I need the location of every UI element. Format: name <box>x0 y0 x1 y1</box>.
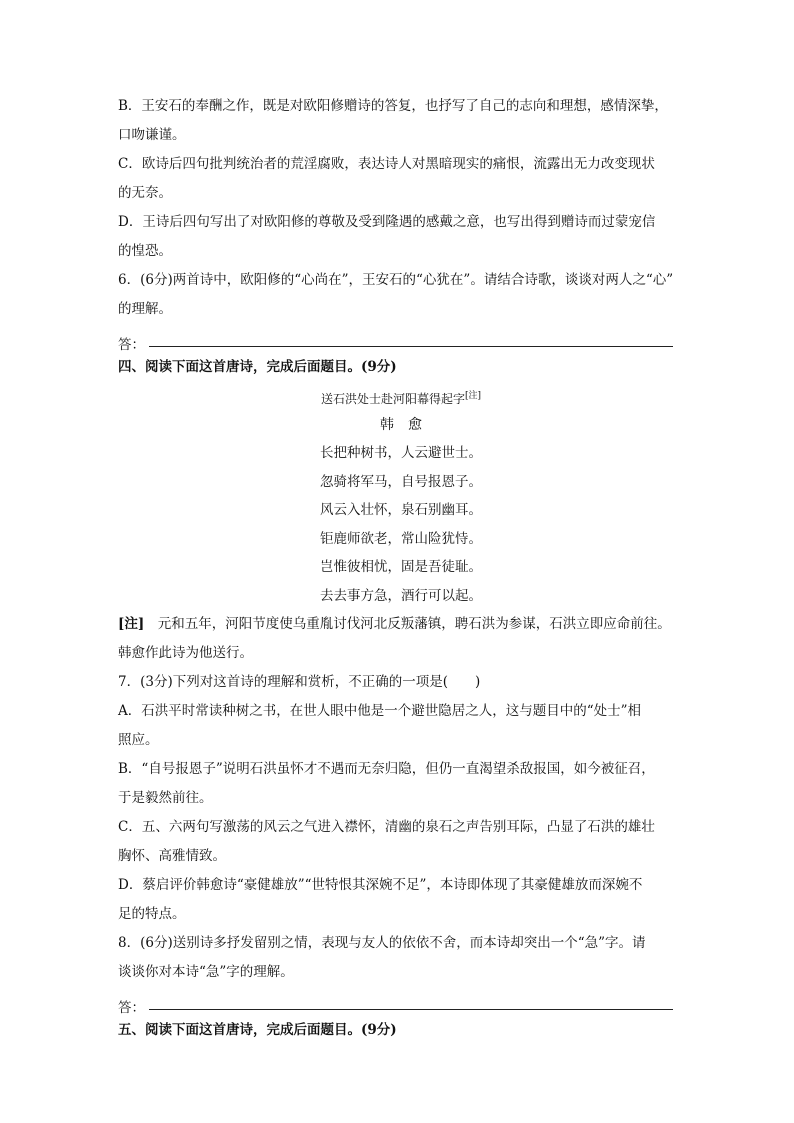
poem <box>118 384 684 610</box>
q7-option-d-line2: 足的特点。 <box>118 906 186 922</box>
poem-line: 风云入壮怀，泉石别幽耳。 <box>320 502 482 518</box>
q7-option-a-line2: 照应。 <box>118 732 159 748</box>
q5-option-c-line2: 的无奈。 <box>118 185 172 201</box>
poem-note-label: [注] <box>118 616 145 632</box>
poem-line: 忽骑将军马，自号报恩子。 <box>320 473 482 490</box>
poem-title-text: 送石洪处士赴河阳幕得起字 <box>320 392 465 406</box>
poem-note-line1 <box>118 610 684 639</box>
q7-option-b-line2: 于是毅然前往。 <box>118 790 213 806</box>
q7-option-c-line1: C．五、六两句写激荡的风云之气进入襟怀，清幽的泉石之声告别耳际，凸显了石洪的雄壮 <box>118 819 655 835</box>
q7-option-b-line1: B．“自号报恩子”说明石洪虽怀才不遇而无奈归隐，但仍一直渴望杀敌报国，如今被征召， <box>118 761 655 777</box>
q5-option-c-line1: C．欧诗后四句批判统治者的荒淫腐败，表达诗人对黑暗现实的痛恨，流露出无力改变现状 <box>118 156 655 172</box>
q8-answer-line[interactable] <box>149 995 673 1010</box>
q6-stem-line2: 的理解。 <box>118 301 172 317</box>
poem-title <box>118 384 684 411</box>
poem-line: 长把种树书，人云避世士。 <box>320 445 482 461</box>
poem-note-line2: 韩愈作此诗为他送行。 <box>118 645 253 661</box>
q8-stem-line1: 8．(6分)送别诗多抒发留别之情，表现与友人的依依不舍，而本诗却突出一个“急”字。请 <box>118 935 646 951</box>
q5-option-d-line1: D．王诗后四句写出了对欧阳修的尊敬及受到隆遇的感戴之意，也写出得到赠诗而过蒙宠信 <box>118 214 656 230</box>
q5-option-d-line2: 的惶恐。 <box>118 243 172 259</box>
q5-option-b-line2: 口吻谦谨。 <box>118 127 186 143</box>
q8-stem-line2: 谈谈你对本诗“急”字的理解。 <box>118 964 294 980</box>
q6-answer-row <box>118 324 684 353</box>
poem-line: 钜鹿师欲老，常山险犹恃。 <box>320 530 482 547</box>
q6-answer-label: 答： <box>118 337 145 353</box>
poem-author: 韩愈 <box>380 417 436 433</box>
q7-stem: 7．(3分)下列对这首诗的理解和赏析，不正确的一项是( ) <box>118 674 481 690</box>
q7-option-a-line1: A．石洪平时常读种树之书，在世人眼中他是一个避世隐居之人，这与题目中的“处士”相 <box>118 703 642 719</box>
poem-title-note-marker: [注] <box>464 391 482 401</box>
section4-heading: 四、阅读下面这首唐诗，完成后面题目。(9分) <box>118 359 397 375</box>
poem-line: 岂惟彼相忧，固是吾徒耻。 <box>320 559 482 575</box>
poem-line: 去去事方急，酒行可以起。 <box>320 587 482 604</box>
q8-answer-label: 答： <box>118 1000 145 1016</box>
page-content <box>118 92 684 1045</box>
q6-stem-line1: 6．(6分)两首诗中，欧阳修的“心尚在”，王安石的“心犹在”。请结合诗歌，谈谈对两人之“心” <box>118 272 674 288</box>
q7-option-d-line1: D．蔡启评价韩愈诗“豪健雄放”“世特恨其深婉不足”，本诗即体现了其豪健雄放而深婉不 <box>118 877 643 893</box>
q6-answer-line[interactable] <box>149 332 673 347</box>
q7-option-c-line2: 胸怀、高雅情致。 <box>118 848 226 864</box>
poem-note-text: 元和五年，河阳节度使乌重胤讨伐河北反叛藩镇，聘石洪为参谋，石洪立即应命前往。 <box>144 616 671 632</box>
section5-heading: 五、阅读下面这首唐诗，完成后面题目。(9分) <box>118 1022 397 1038</box>
q5-option-b-line1: B．王安石的奉酬之作，既是对欧阳修赠诗的答复，也抒写了自己的志向和理想，感情深挚， <box>118 98 668 114</box>
q8-answer-row <box>118 987 684 1016</box>
